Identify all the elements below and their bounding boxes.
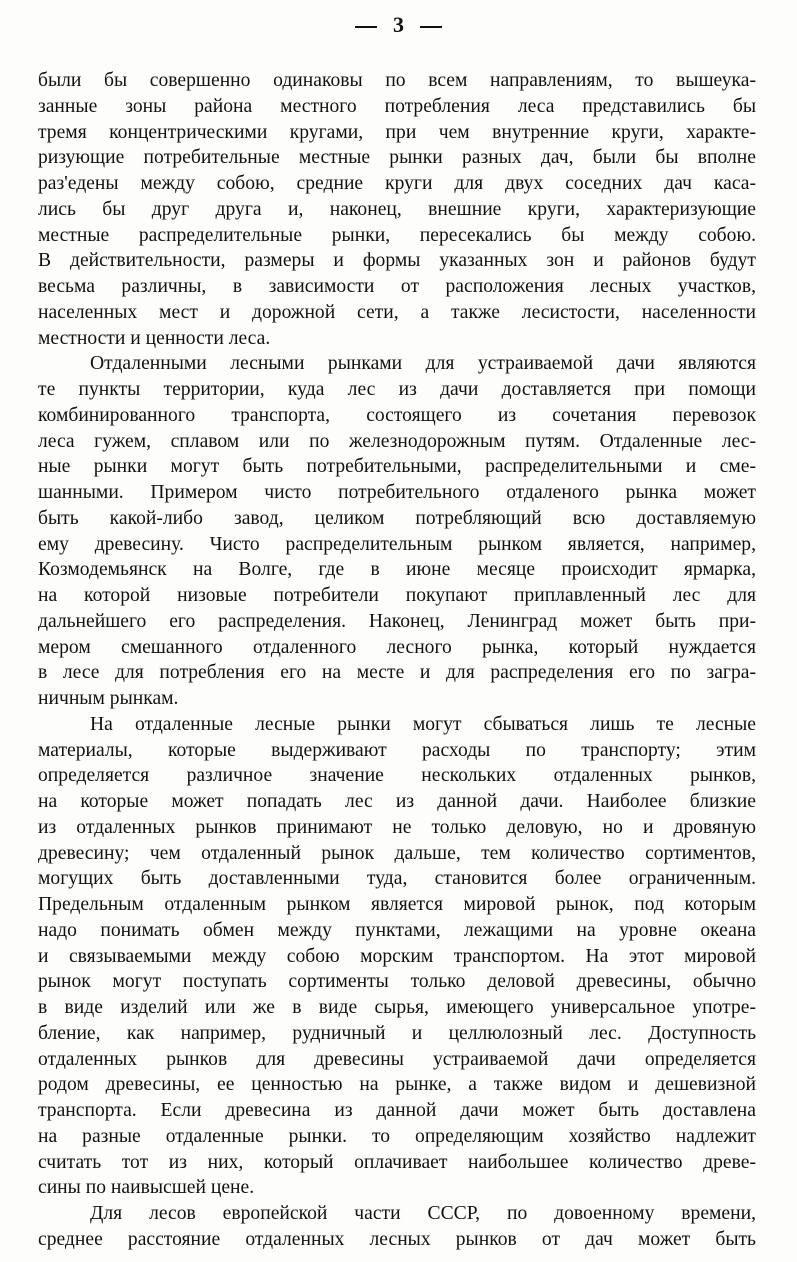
text-line: лись бы друг друга и, наконец, внешние круги, характеризующие xyxy=(38,198,756,220)
page-number: 3 xyxy=(393,12,404,37)
text-line: шанными. Примером чисто потребительного отдаленого рынка может xyxy=(38,482,756,503)
text-line: на которые может попадать лес из данной дачи. Наиболее близкие xyxy=(38,791,756,812)
text-line: рынок могут поступать сортименты только деловой древесины, обычно xyxy=(38,971,756,993)
paragraph xyxy=(38,712,756,1201)
text-line: Для лесов европейской части СССР, по довоенному времени, xyxy=(90,1203,756,1224)
text-line: бление, как например, рудничный и целлюлозный лес. Доступность xyxy=(38,1022,756,1044)
text-line: дальнейшего его распределения. Наконец, Ленинград может быть при- xyxy=(38,610,756,632)
text-line: весьма различны, в зависимости от расположения лесных участков, xyxy=(38,276,756,297)
text-line: материалы, которые выдерживают расходы по транспорту; этим xyxy=(38,739,756,761)
text-line: родом древесины, ее ценностью на рынке, а также видом и дешевизной xyxy=(38,1074,756,1096)
text-line: считать тот из них, который оплачивает наибольшее количество древе- xyxy=(38,1151,756,1173)
text-line: на которой низовые потребители покупают приплавленный лес для xyxy=(38,585,756,606)
paragraph xyxy=(38,68,756,351)
text-line: ему древесину. Чисто распределительным рынком является, например, xyxy=(38,533,756,555)
text-line: занные зоны района местного потребления леса представились бы xyxy=(38,95,756,117)
text-line: В действительности, размеры и формы указанных зон и районов будут xyxy=(38,250,756,272)
text-line: тремя концентрическими кругами, при чем внутренние круги, характе- xyxy=(38,121,756,143)
text-line: могущих быть доставленными туда, становится более ограниченным. xyxy=(38,868,756,890)
text-line: из отдаленных рынков принимают не только деловую, но и дровяную xyxy=(38,816,756,838)
text-line: в лесе для потребления его на месте и для распределения его по загра- xyxy=(38,662,756,684)
text-line: те пункты территории, куда лес из дачи доставляется при помощи xyxy=(38,379,756,400)
text-line: среднее расстояние отдаленных лесных рынков от дач может быть xyxy=(38,1228,756,1250)
header-dash-left xyxy=(355,26,377,28)
text-line: определяется различное значение нескольких отдаленных рынков, xyxy=(38,765,756,787)
text-line: леса гужем, сплавом или по железнодорожным путям. Отдаленные лес- xyxy=(38,430,756,452)
text-line: мером смешанного отдаленного лесного рынка, который нуждается xyxy=(38,636,756,658)
text-line: раз'едены между собою, средние круги для двух соседних дач каса- xyxy=(38,173,756,194)
text-line: На отдаленные лесные рынки могут сбываться лишь те лесные xyxy=(90,713,756,735)
body-text xyxy=(38,68,756,1253)
text-line: Предельным отдаленным рынком является мировой рынок, под которым xyxy=(38,894,756,915)
text-line: транспорта. Если древесина из данной дачи может быть доставлена xyxy=(38,1100,756,1121)
text-line: надо понимать обмен между пунктами, лежащими на уровне океана xyxy=(38,919,756,941)
text-line: ризующие потребительные местные рынки разных дач, были бы вполне xyxy=(38,147,756,169)
page-header xyxy=(0,12,797,38)
header-dash-right xyxy=(420,26,442,28)
text-line: местные распределительные рынки, пересекались бы между собою. xyxy=(38,224,756,246)
text-line: сины по наивысшей цене. xyxy=(38,1177,255,1199)
text-line: отдаленных рынков для древесины устраиваемой дачи определяется xyxy=(38,1048,756,1070)
text-line: населенных мест и дорожной сети, а также лесистости, населенности xyxy=(38,301,756,323)
text-line: Отдаленными лесными рынками для устраиваемой дачи являются xyxy=(90,353,756,375)
paragraph xyxy=(38,1201,756,1253)
text-line: древесину; чем отдаленный рынок дальше, тем количество сортиментов, xyxy=(38,842,756,864)
text-line: ничным рынкам. xyxy=(38,688,179,709)
text-line: ные рынки могут быть потребительными, распределительными и сме- xyxy=(38,456,756,478)
text-line: комбинированного транспорта, состоящего из сочетания перевозок xyxy=(38,404,756,426)
text-line: в виде изделий или же в виде сырья, имеющего универсальное употре- xyxy=(38,997,756,1018)
text-line: и связываемыми между собою морским транспортом. На этот мировой xyxy=(38,945,756,967)
text-line: были бы совершенно одинаковы по всем направлениям, то вышеука- xyxy=(38,70,756,91)
text-line: Козмодемьянск на Волге, где в июне месяце происходит ярмарка, xyxy=(38,559,756,581)
text-line: местности и ценности леса. xyxy=(38,327,271,349)
text-line: на разные отдаленные рынки. то определяющим хозяйство надлежит xyxy=(38,1125,756,1147)
paragraph xyxy=(38,351,756,712)
text-line: быть какой-либо завод, целиком потребляющий всю доставляемую xyxy=(38,507,756,529)
